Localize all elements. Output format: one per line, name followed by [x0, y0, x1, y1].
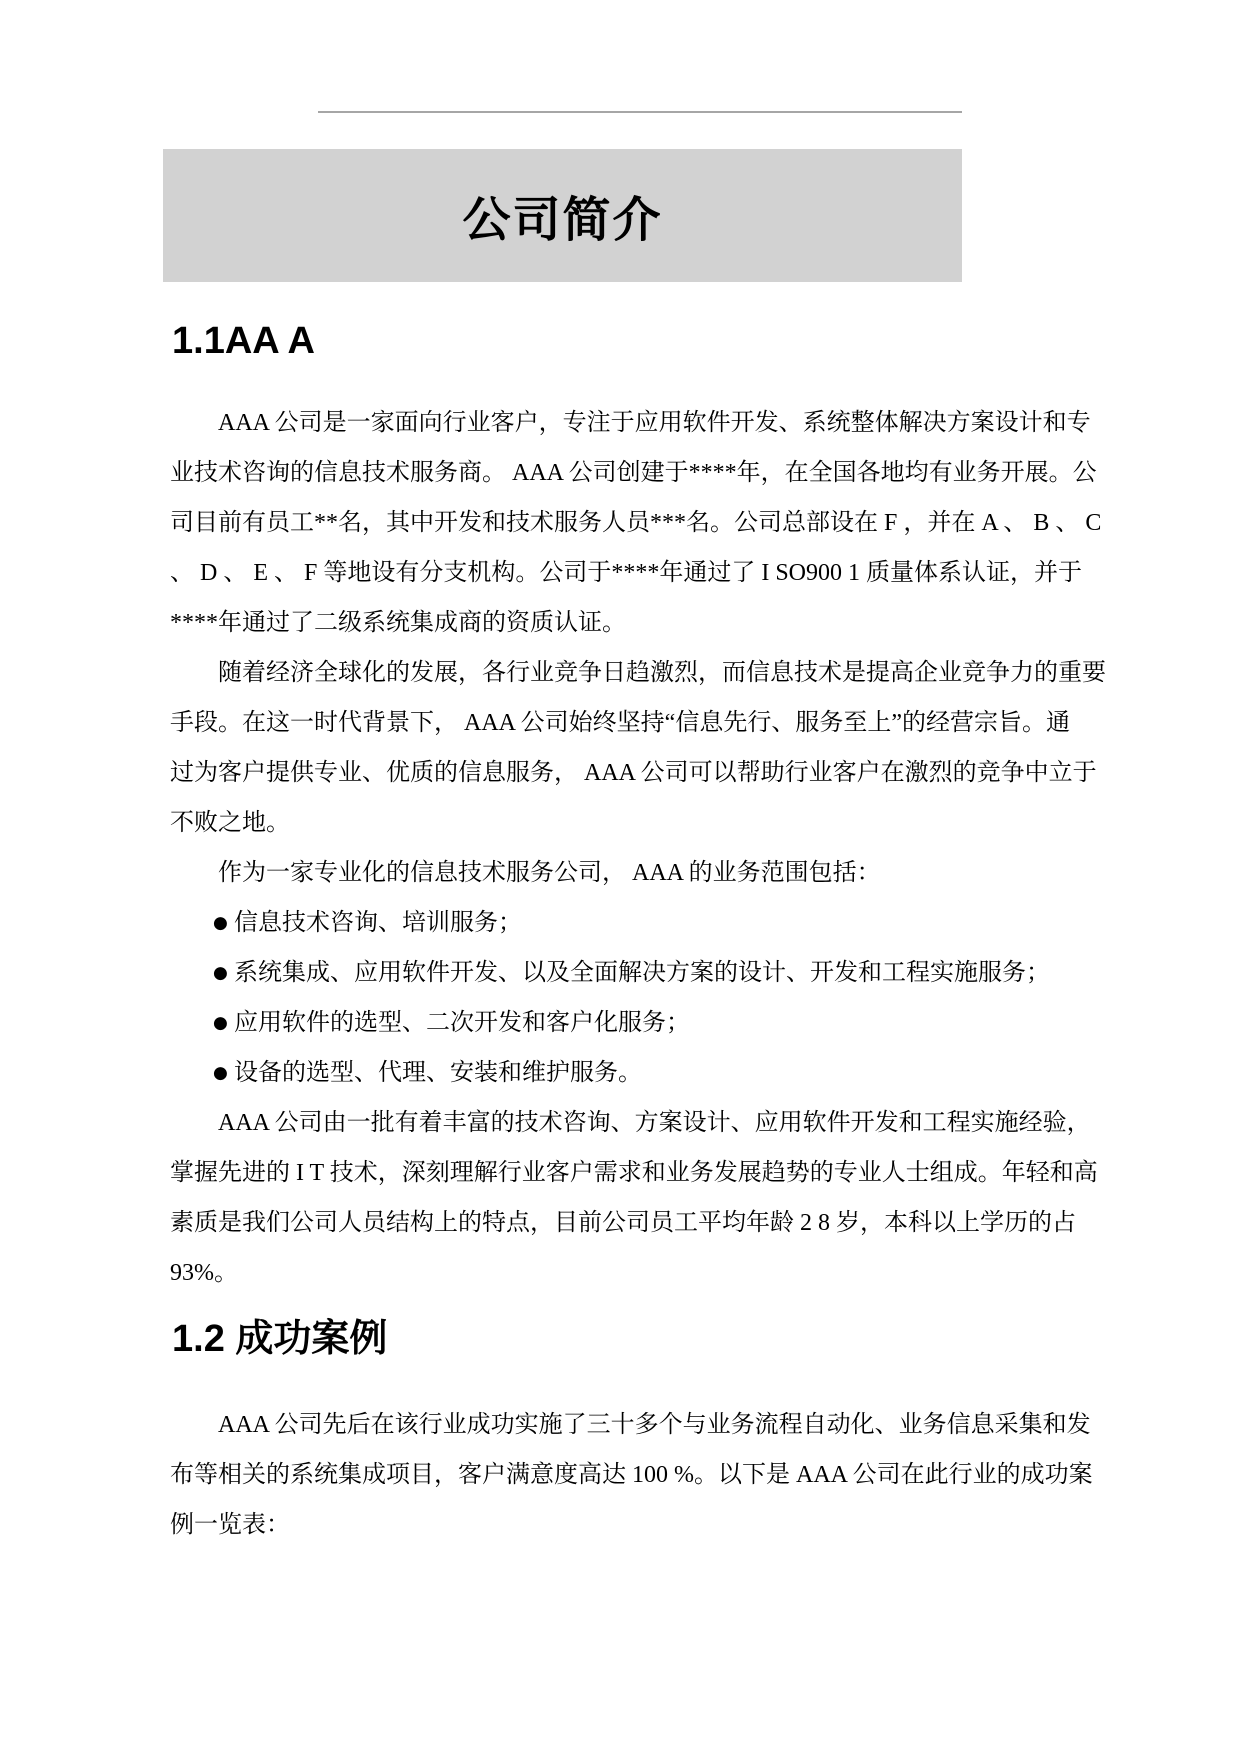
section-2-body [170, 1400, 1093, 1550]
text-line: 业技术咨询的信息技术服务商。 AAA 公司创建于****年，在全国各地均有业务开展。公 [170, 460, 1097, 486]
section-heading-1-2: 1.2 成功案例 [172, 1318, 388, 1360]
text-line: AAA 公司是一家面向行业客户，专注于应用软件开发、系统整体解决方案设计和专 [218, 410, 1091, 436]
header-rule [318, 111, 962, 113]
text-line: 过为客户提供专业、优质的信息服务， AAA 公司可以帮助行业客户在激烈的竞争中立于 [170, 760, 1097, 786]
text-line: 例一览表： [170, 1512, 290, 1538]
text-line: 不败之地。 [170, 810, 290, 836]
text-line: 手段。在这一时代背景下， AAA 公司始终坚持“信息先行、服务至上”的经营宗旨。通 [170, 710, 1070, 736]
bullet-icon: ● [213, 1063, 228, 1083]
text-line: 随着经济全球化的发展，各行业竞争日趋激烈，而信息技术是提高企业竞争力的重要 [218, 660, 1106, 686]
text-line: 93%。 [170, 1260, 238, 1286]
list-item [170, 1048, 1062, 1098]
list-item-text: 系统集成、应用软件开发、以及全面解决方案的设计、开发和工程实施服务； [234, 960, 1050, 986]
document-title: 公司简介 [462, 194, 663, 247]
text-line: 掌握先进的 I T 技术，深刻理解行业客户需求和业务发展趋势的专业人士组成。年轻和高 [170, 1160, 1098, 1186]
text-line: ****年通过了二级系统集成商的资质认证。 [170, 610, 626, 636]
bullet-icon: ● [213, 1013, 228, 1033]
list-item [170, 998, 1062, 1048]
text-line: AAA 公司由一批有着丰富的技术咨询、方案设计、应用软件开发和工程实施经验， [218, 1110, 1091, 1136]
list-item-text: 设备的选型、代理、安装和维护服务。 [234, 1060, 642, 1086]
section-1-body [170, 398, 1106, 1298]
title-banner [163, 149, 962, 282]
list-item [170, 898, 1062, 948]
list-item-text: 应用软件的选型、二次开发和客户化服务； [234, 1010, 690, 1036]
text-line: 布等相关的系统集成项目，客户满意度高达 100 %。以下是 AAA 公司在此行业的成功案 [170, 1462, 1093, 1488]
bullet-icon: ● [213, 963, 228, 983]
section-heading-1-1: 1.1AA A [172, 320, 315, 362]
list-item-text: 信息技术咨询、培训服务； [234, 910, 522, 936]
text-line: 作为一家专业化的信息技术服务公司， AAA 的业务范围包括： [218, 860, 881, 886]
list-item [170, 948, 1062, 998]
text-line: AAA 公司先后在该行业成功实施了三十多个与业务流程自动化、业务信息采集和发 [218, 1412, 1091, 1438]
text-line: 司目前有员工**名，其中开发和技术服务人员***名。公司总部设在 F ，并在 A 、 B 、 C [170, 510, 1102, 536]
text-line: 素质是我们公司人员结构上的特点，目前公司员工平均年龄 2 8 岁，本科以上学历的占 [170, 1210, 1076, 1236]
bullet-icon: ● [213, 913, 228, 933]
text-line: 、 D 、 E 、 F 等地设有分支机构。公司于****年通过了 I SO900 1 质量体系认证，并于 [170, 560, 1083, 586]
